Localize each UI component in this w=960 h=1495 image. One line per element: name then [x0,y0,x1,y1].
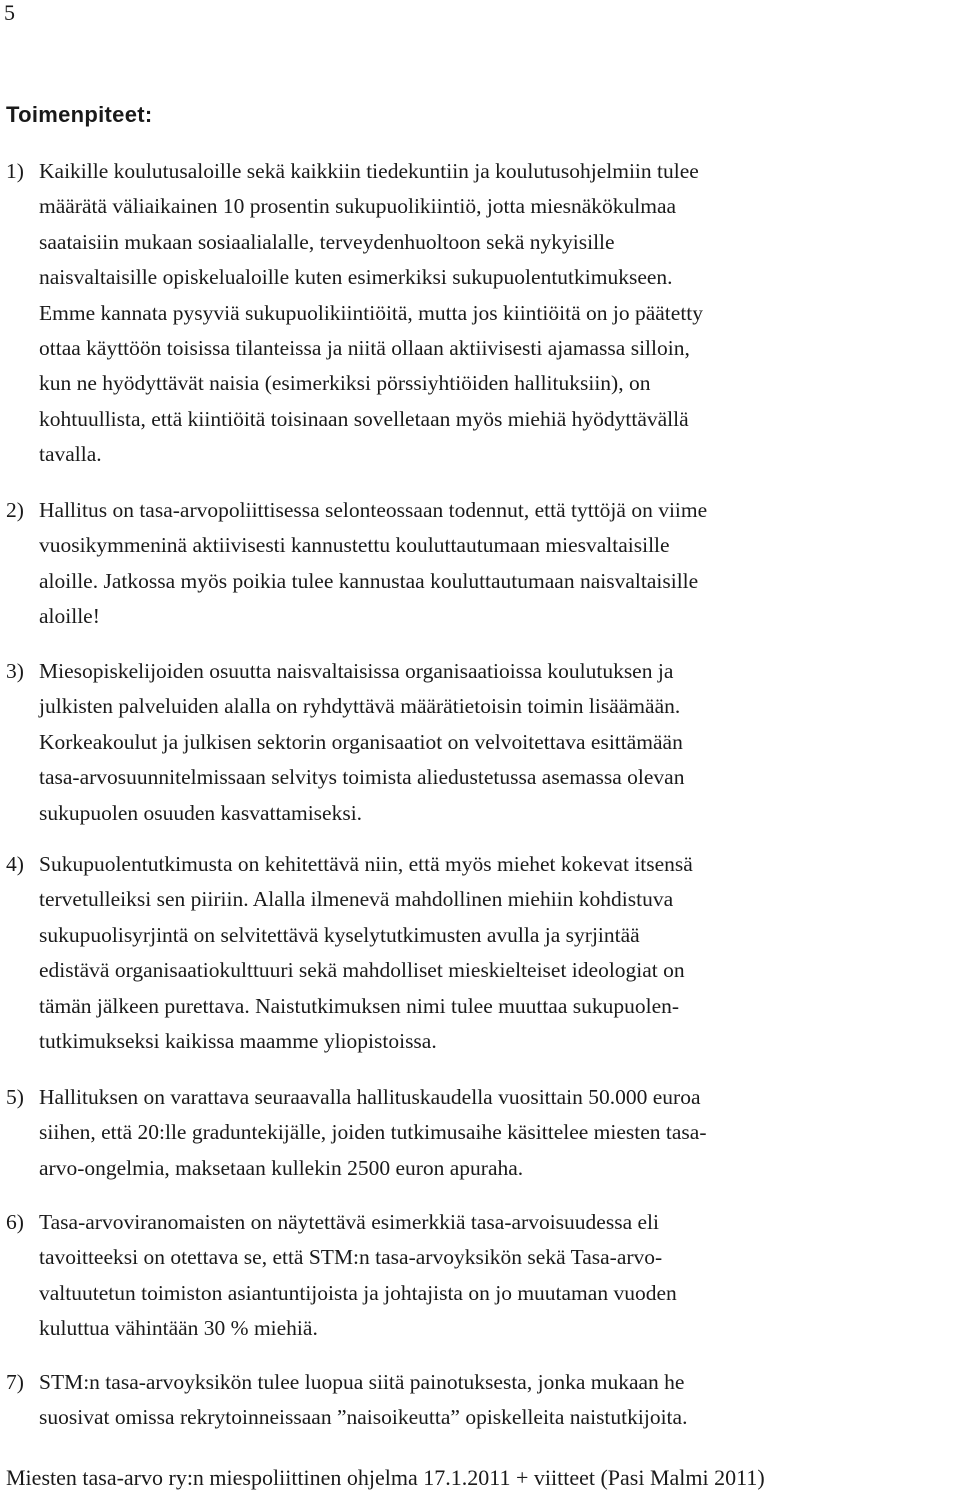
list-item-text [39,654,954,831]
text-line: tervetulleiksi sen piiriin. Alalla ilmenevä mahdollinen miehiin kohdistuva [39,887,674,912]
text-line: määrätä väliaikainen 10 prosentin sukupuolikiintiö, jotta miesnäkökulmaa [39,194,677,219]
list-item-1 [6,154,954,473]
text-line: aloille! [39,604,100,629]
text-line: vuosikymmeninä aktiivisesti kannustettu kouluttautumaan miesvaltaisille [39,533,670,558]
list-item-text [39,1080,954,1186]
text-line: Emme kannata pysyviä sukupuolikiintiöitä, mutta jos kiintiöitä on jo päätetty [39,300,704,325]
page-number: 5 [4,0,15,25]
text-line: tämän jälkeen purettava. Naistutkimuksen nimi tulee muuttaa sukupuolen- [39,993,680,1018]
text-line: Tasa-arvoviranomaisten on näytettävä esimerkkiä tasa-arvoisuudessa eli [39,1210,659,1234]
list-item-5 [6,1080,954,1186]
text-line: tasa-arvosuunnitelmissaan selvitys toimista aliedustetussa asemassa olevan [39,765,685,790]
list-item-text [39,847,954,1059]
section-heading: Toimenpiteet: [6,102,153,127]
text-line: kuluttua vähintään 30 % miehiä. [39,1316,318,1341]
list-item-4 [6,847,954,1059]
text-line: siihen, että 20:lle graduntekijälle, joiden tutkimusaihe käsittelee miesten tasa- [39,1120,707,1145]
list-item-text [39,1205,954,1347]
document-footer: Miesten tasa-arvo ry:n miespoliittinen ohjelma 17.1.2011 + viitteet (Pasi Malmi 2011) [6,1465,765,1490]
text-line: kun ne hyödyttävät naisia (esimerkiksi pörssiyhtiöiden hallituksiin), on [39,371,651,396]
text-line: edistävä organisaatiokulttuuri sekä mahdolliset mieskielteiset ideologiat on [39,958,685,983]
text-line: sukupuolisyrjintä on selvitettävä kyselytutkimusten avulla ja syrjintää [39,922,640,947]
text-line: suosivat omissa rekrytoinneissaan ”naisoikeutta” opiskelleita naistutkijoita. [39,1405,688,1430]
list-item-number: 4) [6,852,24,876]
list-item-number: 2) [6,498,24,522]
list-item-2 [6,493,954,635]
text-line: tavoitteeksi on otettava se, että STM:n tasa-arvoyksikön sekä Tasa-arvo- [39,1245,663,1270]
text-line: Korkeakoulut ja julkisen sektorin organisaatiot on velvoitettava esittämään [39,729,683,754]
text-line: saataisiin mukaan sosiaalialalle, terveydenhuoltoon sekä nykyisille [39,229,615,254]
text-line: arvo-ongelmia, maksetaan kullekin 2500 euron apuraha. [39,1155,524,1180]
list-item-text [39,154,954,473]
text-line: tavalla. [39,442,102,467]
text-line: julkisten palveluiden alalla on ryhdyttävä määrätietoisin toimin lisäämään. [39,694,681,719]
text-line: Kaikille koulutusaloille sekä kaikkiin tiedekuntiin ja koulutusohjelmiin tulee [39,159,699,183]
text-line: Hallitus on tasa-arvopoliittisessa selonteossaan todennut, että tyttöjä on viime [39,498,708,522]
list-item-number: 7) [6,1370,24,1394]
text-line: Hallituksen on varattava seuraavalla hallituskaudella vuosittain 50.000 euroa [39,1085,701,1109]
text-line: aloille. Jatkossa myös poikia tulee kannustaa kouluttautumaan naisvaltaisille [39,568,699,593]
text-line: STM:n tasa-arvoyksikön tulee luopua siitä painotuksesta, jonka mukaan he [39,1370,685,1394]
text-line: ottaa käyttöön toisissa tilanteissa ja niitä ollaan aktiivisesti ajamassa silloin, [39,336,690,361]
list-item-7 [6,1365,954,1436]
text-line: tutkimukseksi kaikissa maamme yliopistoissa. [39,1029,437,1054]
list-item-number: 5) [6,1085,24,1109]
text-line: Sukupuolentutkimusta on kehitettävä niin, että myös miehet kokevat itsensä [39,852,693,876]
list-item-text [39,1365,954,1436]
list-item-number: 6) [6,1210,24,1234]
list-item-3 [6,654,954,831]
text-line: kohtuullista, että kiintiöitä toisinaan sovelletaan myös miehiä hyödyttävällä [39,406,689,431]
list-item-text [39,493,954,635]
text-line: Miesopiskelijoiden osuutta naisvaltaisissa organisaatioissa koulutuksen ja [39,659,674,683]
list-item-number: 1) [6,159,24,183]
text-line: naisvaltaisille opiskelualoille kuten esimerkiksi sukupuolentutkimukseen. [39,265,673,290]
list-item-number: 3) [6,659,24,683]
text-line: sukupuolen osuuden kasvattamiseksi. [39,800,363,825]
list-item-6 [6,1205,954,1347]
text-line: valtuutetun toimiston asiantuntijoista ja johtajista on jo muutaman vuoden [39,1280,677,1305]
